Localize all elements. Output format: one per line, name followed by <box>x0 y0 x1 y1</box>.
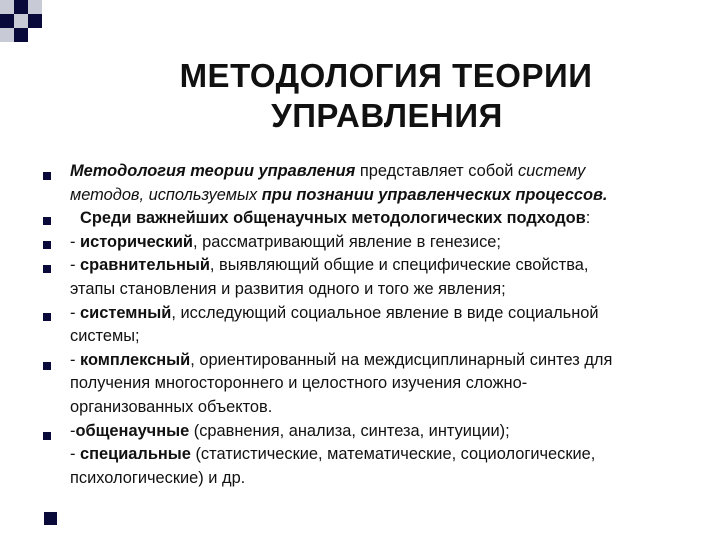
paragraph-line <box>70 302 680 326</box>
slide-title <box>0 56 720 136</box>
title-line-2: УПРАВЛЕНИЯ <box>271 97 503 134</box>
bullet-icon <box>43 241 51 249</box>
corner-square <box>14 14 28 28</box>
text-span: , ориентированный на междисциплинарный синтез для <box>190 350 613 369</box>
bullet-icon <box>43 313 51 321</box>
paragraph-line: организованных объектов. <box>70 397 273 416</box>
corner-square <box>0 0 14 14</box>
paragraph-line <box>70 231 680 255</box>
text-span: , исследующий социальное явление в виде социальной <box>171 303 599 322</box>
approach-term: системный <box>80 303 172 322</box>
text-span: - <box>70 445 81 464</box>
text-span: - <box>70 421 76 440</box>
text-span: систему <box>517 162 586 180</box>
text-span: методов, используемых <box>70 185 262 204</box>
bullet-icon <box>43 217 51 225</box>
text-span: Среди важнейших общенаучных методологических подходов <box>80 209 586 228</box>
bullet-icon <box>43 265 51 273</box>
text-span: - <box>70 350 81 369</box>
text-span: - <box>70 256 81 275</box>
paragraph-line: этапы становления и развития одного и того же явления; <box>70 279 506 298</box>
corner-square <box>0 28 14 42</box>
paragraph-line: получения многостороннего и целостного изучения сложно- <box>70 374 528 393</box>
text-span: : <box>585 209 591 228</box>
approach-term: общенаучные <box>75 421 190 440</box>
approach-term: сравнительный <box>80 256 210 275</box>
title-line-1: МЕТОДОЛОГИЯ ТЕОРИИ <box>179 57 593 94</box>
text-span: представляет собой <box>355 162 518 180</box>
corner-square <box>0 14 14 28</box>
paragraph-line: психологические) и др. <box>70 468 246 487</box>
corner-square <box>28 14 42 28</box>
text-span: - <box>70 232 81 251</box>
bullet-icon <box>43 362 51 370</box>
text-span: - <box>70 303 81 322</box>
text-span: , рассматривающий явление в генезисе; <box>193 232 501 251</box>
approach-term: исторический <box>80 232 194 251</box>
paragraph-line: системы; <box>70 327 140 346</box>
definition-term: Методология теории управления <box>70 162 356 180</box>
text-span: (статистические, математические, социологические, <box>190 445 596 464</box>
corner-square <box>28 0 42 14</box>
bullet-icon <box>43 172 51 180</box>
paragraph-line <box>70 443 680 467</box>
approach-term: комплексный <box>80 350 191 369</box>
paragraph-line <box>70 184 680 208</box>
paragraph-line <box>70 160 680 184</box>
paragraph-line <box>70 349 680 373</box>
paragraph-line <box>70 254 680 278</box>
text-span: (сравнения, анализа, синтеза, интуиции); <box>189 421 510 440</box>
text-span: при познании управленческих процессов. <box>261 185 608 204</box>
corner-square <box>14 28 28 42</box>
bullet-icon <box>43 432 51 440</box>
approach-term: специальные <box>80 445 191 464</box>
paragraph-line <box>70 207 680 231</box>
paragraph-line <box>70 420 680 444</box>
slide-body <box>70 160 680 490</box>
footer-square-icon <box>44 512 57 525</box>
corner-square <box>14 0 28 14</box>
text-span: , выявляющий общие и специфические свойства, <box>209 256 589 275</box>
